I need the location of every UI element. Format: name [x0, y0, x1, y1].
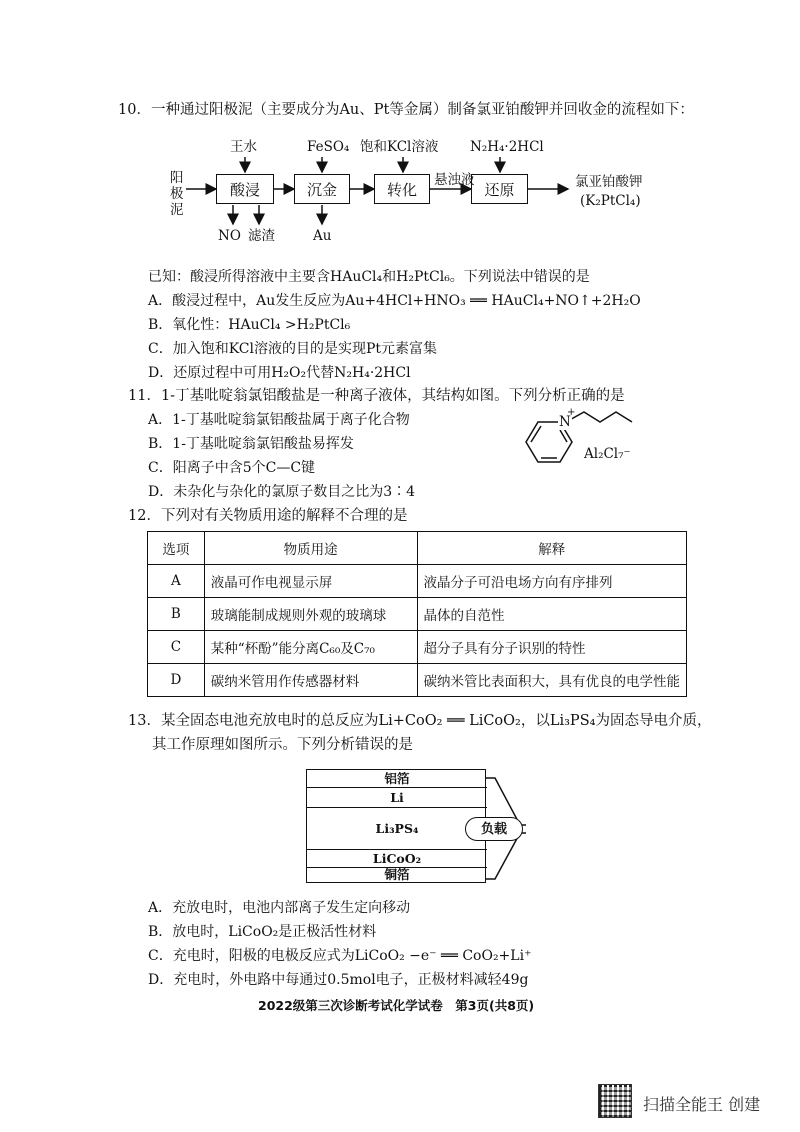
q10-known: 已知：酸浸所得溶液中主要含HAuCl₄和H₂PtCl₆。下列说法中错误的是: [148, 269, 590, 285]
q10-option-a: A．酸浸过程中，Au发生反应为Au+4HCl+HNO₃ ══ HAuCl₄+NO↑+2H₂O: [148, 293, 641, 309]
q10-option-d: D．还原过程中可用H₂O₂代替N₂H₄·2HCl: [148, 365, 411, 381]
flow-box-reduction: 还原: [471, 174, 528, 204]
flow-product-formula: (K₂PtCl₄): [580, 193, 641, 209]
q13-option-b: B．放电时，LiCoO₂是正极活性材料: [148, 924, 377, 940]
q13-stem-line2: 其工作原理如图所示。下列分析错误的是: [152, 737, 413, 753]
flow-output-residue: 滤渣: [248, 228, 275, 244]
flow-output-au: Au: [313, 228, 332, 244]
table-row: [148, 664, 687, 697]
table-cell: 超分子具有分子识别的特性: [417, 631, 687, 664]
table-header-cell: 解释: [417, 532, 687, 565]
table-cell: 玻璃能制成规则外观的玻璃球: [204, 598, 417, 631]
q10-stem: 10．一种通过阳极泥（主要成分为Au、Pt等金属）制备氯亚铂酸钾并回收金的流程如下：: [118, 102, 694, 118]
q12-table: [147, 531, 687, 697]
table-row: [148, 565, 687, 598]
q12-stem: 12．下列对有关物质用途的解释不合理的是: [128, 508, 408, 524]
table-cell: D: [148, 664, 205, 697]
flow-box-precipitate-gold: 沉金: [294, 174, 350, 204]
flow-start-char-3: 泥: [170, 202, 184, 218]
table-cell: C: [148, 631, 205, 664]
table-cell: 晶体的自范性: [417, 598, 687, 631]
q13-option-d: D．充电时，外电路中每通过0.5mol电子，正极材料减轻49g: [148, 972, 529, 988]
flow-mid-suspension: 悬浊液: [434, 172, 475, 188]
table-cell: 碳纳米管用作传感器材料: [204, 664, 417, 697]
table-cell: 液晶分子可沿电场方向有序排列: [417, 565, 687, 598]
q11-option-b: B．1-丁基吡啶翁氯铝酸盐易挥发: [148, 436, 354, 452]
flow-input-n2h4: N₂H₄·2HCl: [470, 139, 544, 155]
qr-code-icon: [598, 1084, 632, 1118]
table-cell: 某种“杯酚”能分离C₆₀及C₇₀: [204, 631, 417, 664]
q10-option-c: C．加入饱和KCl溶液的目的是实现Pt元素富集: [148, 341, 438, 357]
table-row: [148, 598, 687, 631]
q10-flowchart: [0, 0, 800, 260]
q11-structure: [500, 400, 700, 480]
flow-product-name: 氯亚铂酸钾: [575, 174, 643, 190]
scanner-watermark: 扫描全能王 创建: [643, 1095, 761, 1114]
table-cell: A: [148, 565, 205, 598]
table-header-row: [148, 532, 687, 565]
pyridinium-ring: [500, 400, 700, 480]
q13-option-c: C．充电时，阳极的电极反应式为LiCoO₂ −e⁻ ══ CoO₂+Li⁺: [148, 948, 532, 964]
q11-option-a: A．1-丁基吡啶翁氯铝酸盐属于离子化合物: [148, 412, 410, 428]
flow-input-kcl: 饱和KCl溶液: [360, 139, 439, 155]
table-cell: 液晶可作电视显示屏: [204, 565, 417, 598]
q13-battery-diagram: [300, 765, 600, 890]
structure-anion: Al₂Cl₇⁻: [584, 446, 631, 462]
circuit-wires: [300, 765, 600, 890]
load-box: 负载: [465, 817, 523, 841]
layer-aluminum-foil: 铝箔: [307, 770, 487, 788]
page-footer: 2022级第三次诊断考试化学试卷 第3页(共8页): [258, 998, 535, 1013]
flow-box-conversion: 转化: [374, 174, 430, 204]
flow-start-char-2: 极: [170, 186, 184, 202]
table-header-cell: 物质用途: [204, 532, 417, 565]
table-row: [148, 631, 687, 664]
structure-nitrogen: N: [559, 414, 571, 430]
flow-start-char-1: 阳: [170, 170, 184, 186]
q11-option-d: D．未杂化与杂化的氯原子数目之比为3∶4: [148, 484, 416, 500]
layer-copper-foil: 铜箔: [384, 867, 410, 882]
q11-option-c: C．阳离子中含5个C—C键: [148, 460, 316, 476]
q13-stem-line1: 13．某全固态电池充放电时的总反应为Li+CoO₂ ══ LiCoO₂，以Li₃PS₄为固态导电介质，: [128, 713, 712, 729]
q13-option-a: A．充放电时，电池内部离子发生定向移动: [148, 900, 411, 916]
flow-box-acid-leach: 酸浸: [216, 174, 274, 204]
flow-input-aqua-regia: 王水: [230, 139, 257, 155]
table-header-cell: 选项: [148, 532, 205, 565]
flow-input-feso4: FeSO₄: [307, 139, 350, 155]
q11-stem: 11．1-丁基吡啶翁氯铝酸盐是一种离子液体，其结构如图。下列分析正确的是: [128, 388, 625, 404]
q10-option-b: B．氧化性：HAuCl₄ >H₂PtCl₆: [148, 317, 351, 333]
table-cell: 碳纳米管比表面积大，具有优良的电学性能: [417, 664, 687, 697]
layer-licoo2: LiCoO₂: [307, 850, 487, 868]
table-cell: B: [148, 598, 205, 631]
flow-arrows: [0, 0, 800, 260]
layer-li: Li: [307, 788, 487, 808]
structure-charge: +: [567, 407, 576, 418]
layer-li3ps4: Li₃PS₄: [307, 808, 487, 850]
flow-output-no: NO: [218, 228, 241, 244]
